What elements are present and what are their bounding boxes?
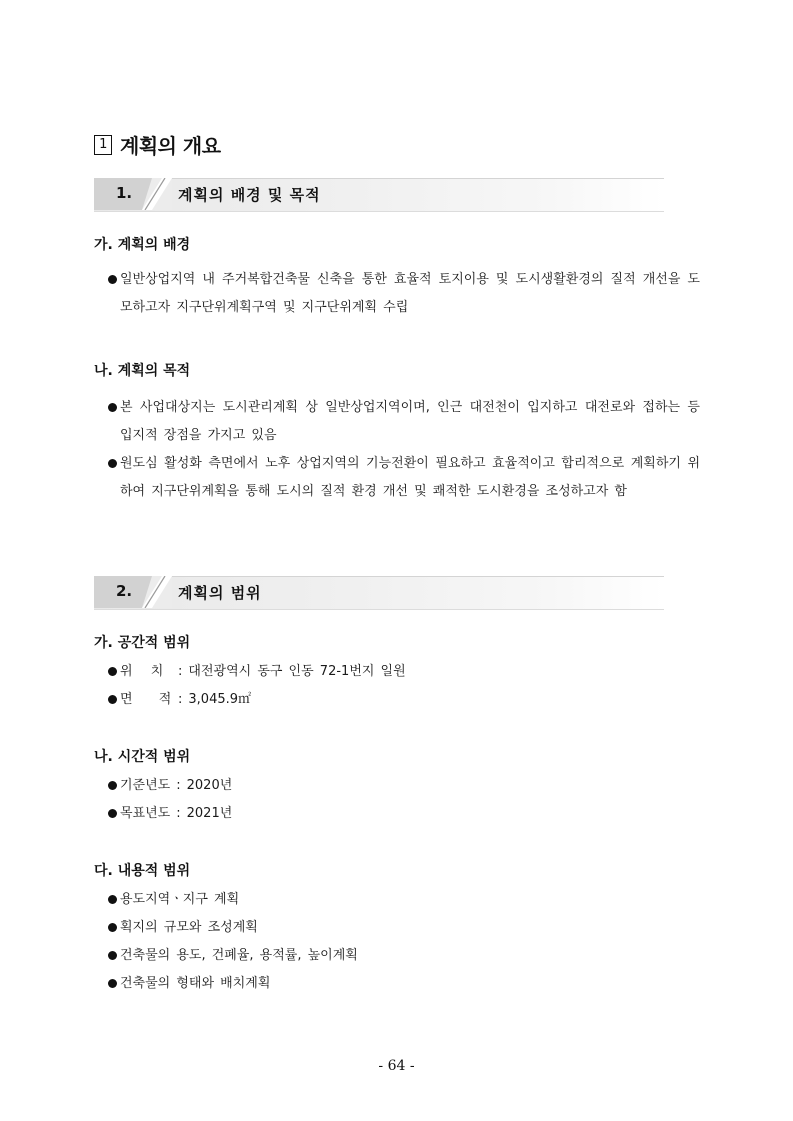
item-label: 목표년도	[120, 806, 171, 821]
list-item	[108, 970, 700, 998]
bullet-icon	[108, 895, 117, 904]
bullet-icon	[108, 781, 117, 790]
section-number: 2.	[116, 582, 133, 600]
list-item: 기준년도 : 2020년	[108, 772, 700, 800]
bullet-icon	[108, 809, 117, 818]
bullet-icon	[108, 979, 117, 988]
item-label: 면 적	[120, 692, 172, 707]
item-label: 기준년도	[120, 778, 171, 793]
list-item	[108, 266, 700, 322]
list-item	[108, 886, 700, 914]
subheading-content-scope: 다. 내용적 범위	[94, 863, 191, 879]
bullet-icon	[108, 275, 117, 284]
banner-slash-divider	[142, 576, 172, 608]
list-item	[108, 942, 700, 970]
subheading-temporal-scope: 나. 시간적 범위	[94, 749, 191, 765]
bullet-icon	[108, 923, 117, 932]
section-title: 계획의 배경 및 목적	[178, 186, 321, 204]
list-item	[108, 394, 700, 450]
section-banner-2	[94, 576, 664, 608]
chapter-title: 계획의 개요	[120, 134, 221, 158]
bullet-icon	[108, 403, 117, 412]
item-label: 위 치	[120, 664, 164, 679]
list-item-text: 건축물의 용도, 건폐율, 용적률, 높이계획	[120, 948, 358, 963]
bullet-icon	[108, 695, 117, 704]
chapter-number: 1	[94, 135, 112, 155]
subheading-purpose: 나. 계획의 목적	[94, 363, 191, 379]
list-item: 면 적 : 3,045.9㎡	[108, 686, 700, 714]
list-item: 목표년도 : 2021년	[108, 800, 700, 828]
subheading-spatial-scope: 가. 공간적 범위	[94, 635, 191, 651]
bullet-icon	[108, 951, 117, 960]
list-item-text: 용도지역ㆍ지구 계획	[120, 892, 240, 907]
list-item	[108, 914, 700, 942]
subheading-background: 가. 계획의 배경	[94, 237, 191, 253]
section-banner-1	[94, 178, 664, 210]
item-value: 3,045.9㎡	[188, 692, 252, 707]
list-item-text: 획지의 규모와 조성계획	[120, 920, 258, 935]
section-number: 1.	[116, 184, 133, 202]
section-title: 계획의 범위	[178, 584, 262, 602]
list-item-text: 일반상업지역 내 주거복합건축물 신축을 통한 효율적 토지이용 및 도시생활환경의 질적 개선을 도모하고자 지구단위계획구역 및 지구단위계획 수립	[120, 272, 700, 315]
list-item-text: 원도심 활성화 측면에서 노후 상업지역의 기능전환이 필요하고 효율적이고 합리적으로 계획하기 위하여 지구단위계획을 통해 도시의 질적 환경 개선 및 쾌적한 도시환경을 조성하고자 함	[120, 456, 700, 499]
item-value: 대전광역시 동구 인동 72-1번지 일원	[188, 664, 406, 679]
item-value: 2020년	[186, 778, 233, 793]
list-item-text: 본 사업대상지는 도시관리계획 상 일반상업지역이며, 인근 대전천이 입지하고 대전로와 접하는 등 입지적 장점을 가지고 있음	[120, 400, 700, 443]
item-value: 2021년	[186, 806, 233, 821]
page-number: - 64 -	[378, 1058, 415, 1074]
bullet-icon	[108, 459, 117, 468]
list-item	[108, 450, 700, 506]
bullet-icon	[108, 667, 117, 676]
list-item: 위 치 : 대전광역시 동구 인동 72-1번지 일원	[108, 658, 700, 686]
list-item-text: 건축물의 형태와 배치계획	[120, 976, 271, 991]
banner-slash-divider	[142, 178, 172, 210]
chapter-heading	[94, 130, 221, 159]
